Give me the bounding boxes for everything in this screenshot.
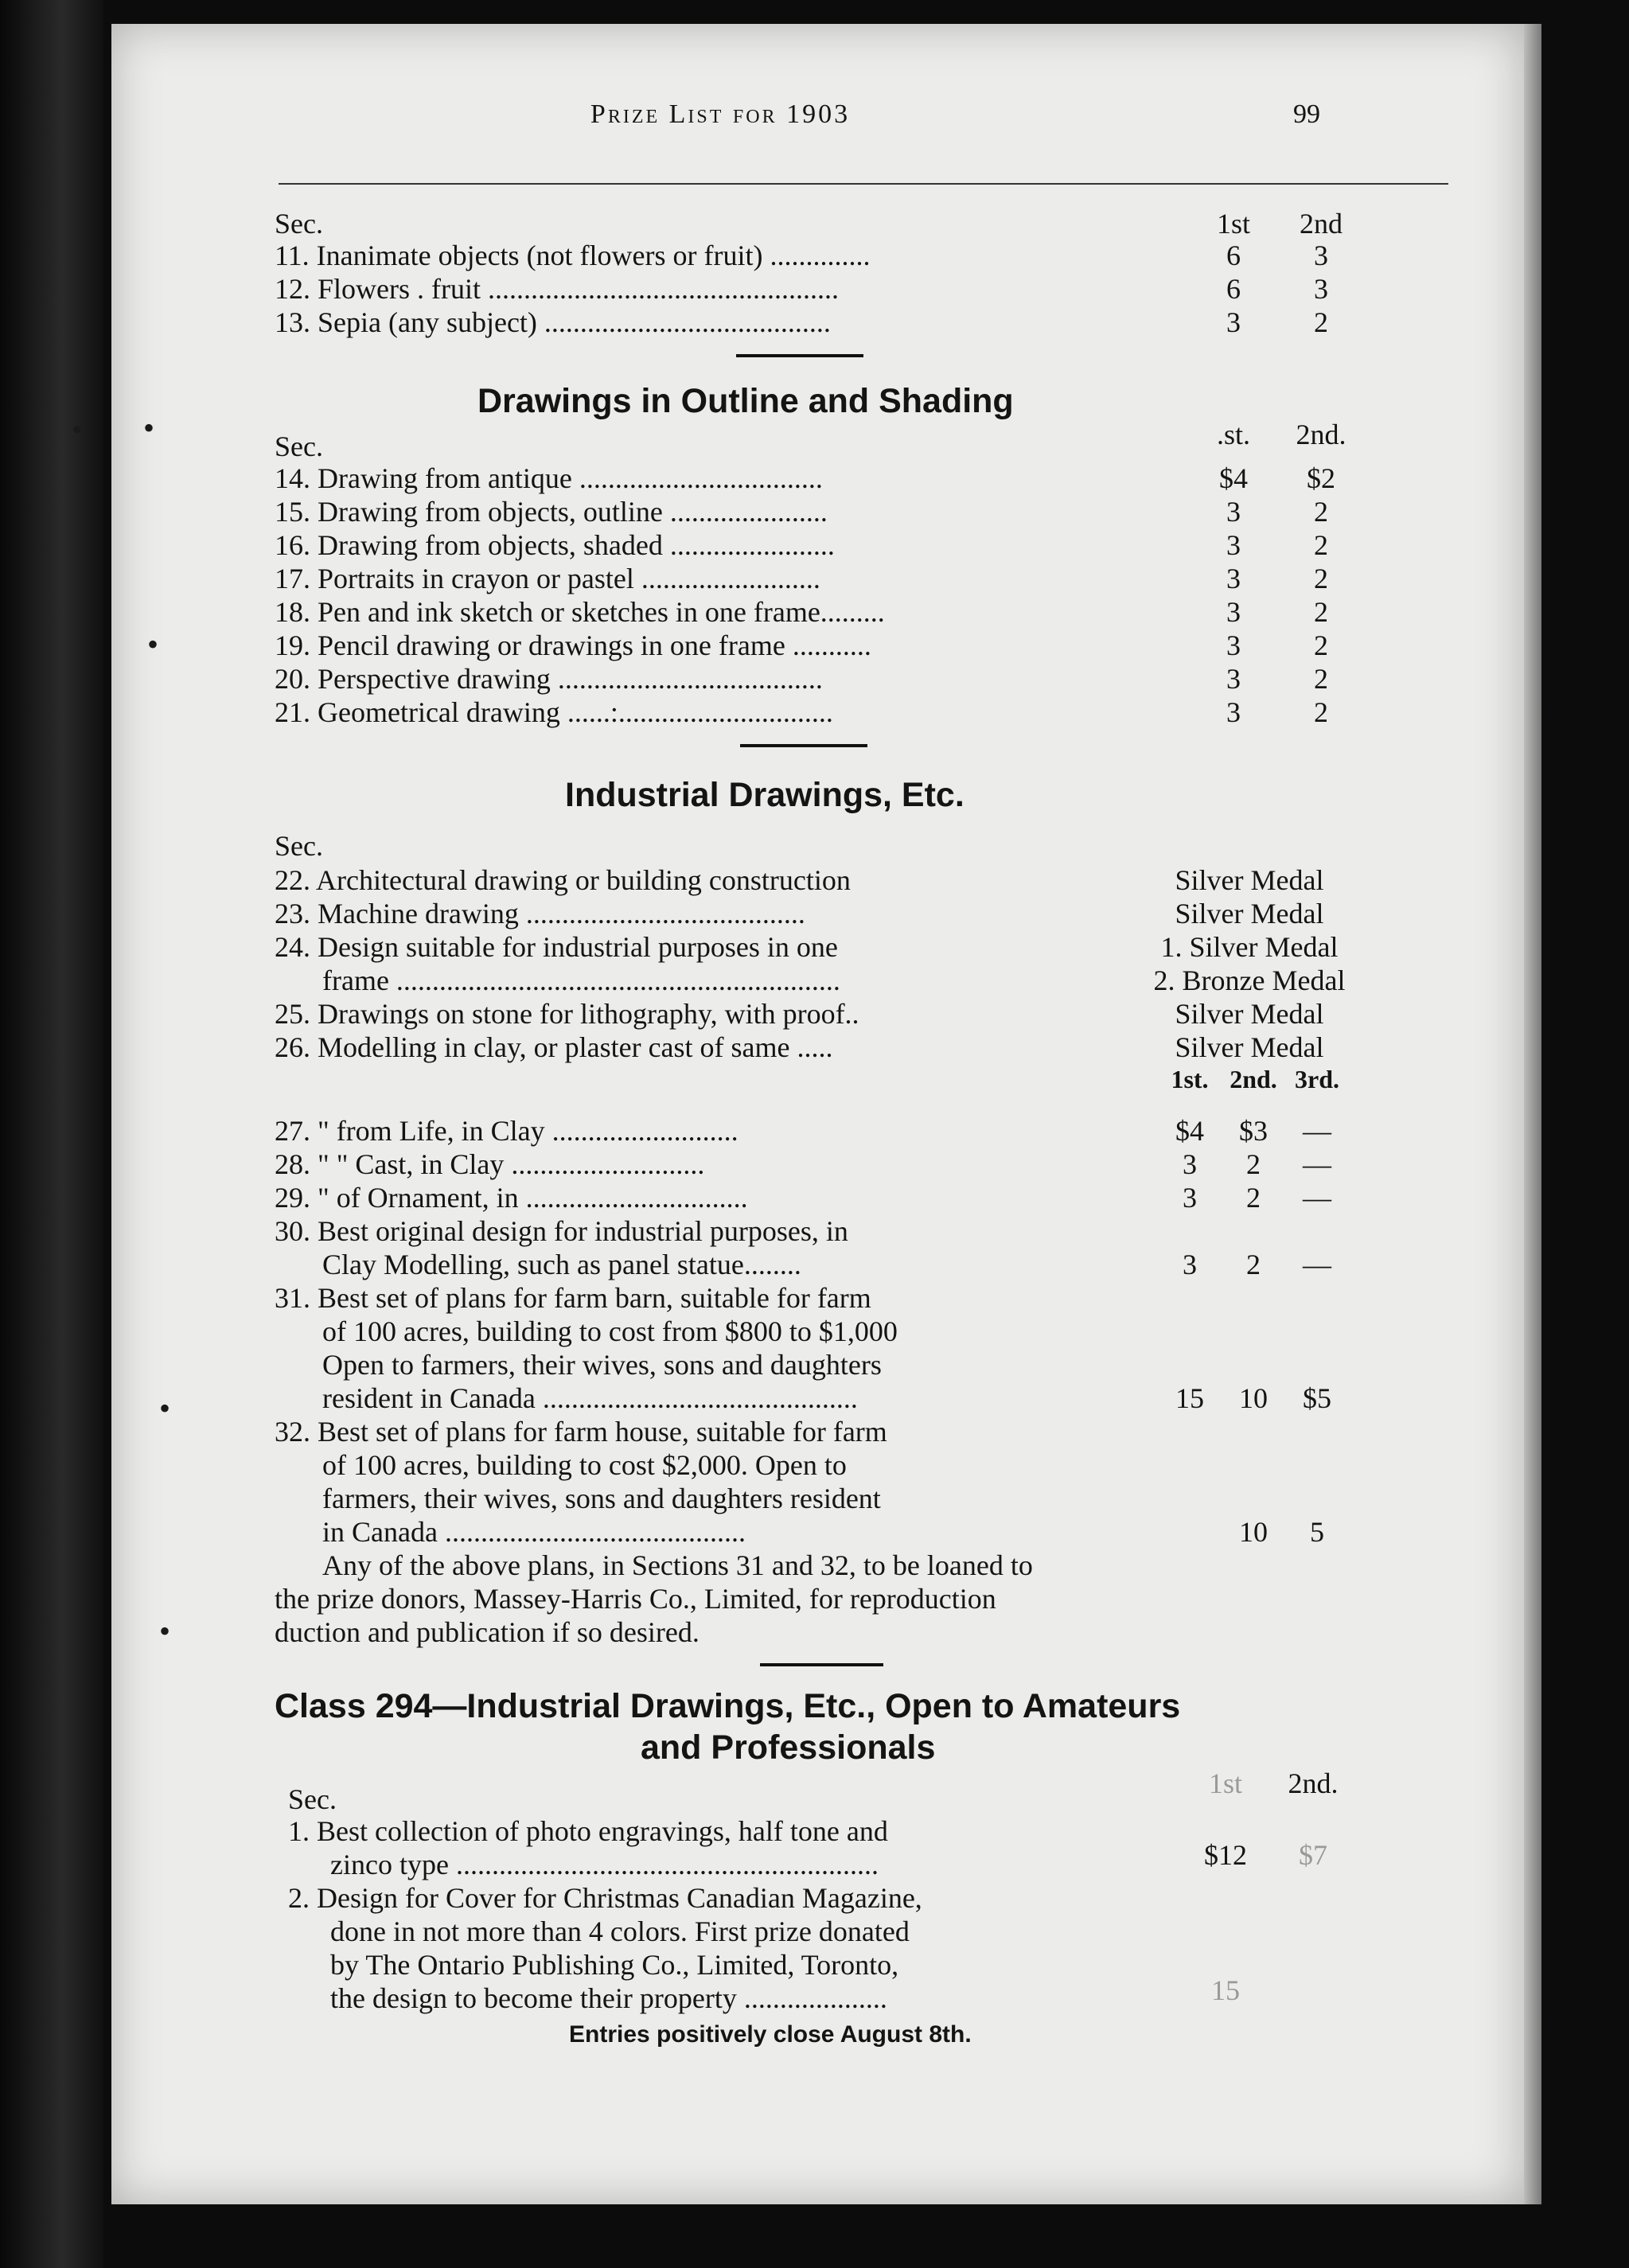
note-line: the prize donors, Massey-Harris Co., Limited, for reproduction — [275, 1583, 996, 1615]
prize-second: 2 — [1246, 1148, 1261, 1180]
prize-third: — — [1303, 1182, 1331, 1214]
prize-second: 2 — [1314, 696, 1328, 728]
facing-page-edge — [0, 0, 103, 2268]
prize-third: — — [1303, 1115, 1331, 1147]
prize-medal: Silver Medal — [1175, 864, 1324, 896]
page-header — [111, 99, 1524, 147]
section-title: Industrial Drawings, Etc. — [565, 776, 965, 814]
prize-first: 15 — [1175, 1382, 1204, 1414]
prize-medal: 2. Bronze Medal — [1153, 964, 1346, 996]
list-item: 1. Best collection of photo engravings, half tone and — [288, 1815, 888, 1847]
list-item-continuation: of 100 acres, building to cost $2,000. Open to — [322, 1449, 847, 1481]
prize-second: 3 — [1314, 240, 1328, 271]
prize-first: 3 — [1226, 696, 1241, 728]
prize-second: 2 — [1314, 529, 1328, 561]
list-item: 27. " from Life, in Clay .......................... — [275, 1115, 739, 1147]
col-third-header: 3rd. — [1295, 1065, 1339, 1093]
note-line: duction and publication if so desired. — [275, 1616, 700, 1648]
section-title: Class 294—Industrial Drawings, Etc., Open to Amateurs — [275, 1687, 1181, 1725]
margin-mark: • — [159, 1613, 171, 1649]
document-page — [111, 24, 1524, 2204]
list-item-continuation: zinco type ........................................................... — [330, 1849, 879, 1880]
col-second-header: 2nd. — [1230, 1065, 1277, 1093]
prize-second: 3 — [1314, 273, 1328, 305]
list-item: 16. Drawing from objects, shaded ....................... — [275, 529, 835, 561]
list-item: 30. Best original design for industrial purposes, in — [275, 1215, 848, 1247]
col-second-header: 2nd. — [1288, 1767, 1339, 1799]
prize-first: $4 — [1219, 462, 1248, 494]
margin-mark: • — [159, 1390, 171, 1426]
sec-label: Sec. — [288, 1783, 337, 1815]
col-first-header: .st. — [1216, 419, 1250, 450]
col-first-header: 1st. — [1171, 1065, 1209, 1093]
list-item-continuation: by The Ontario Publishing Co., Limited, Toronto, — [330, 1949, 899, 1981]
list-item: 15. Drawing from objects, outline ...................... — [275, 496, 828, 528]
prize-second: 10 — [1239, 1516, 1268, 1548]
prize-medal: 1. Silver Medal — [1160, 931, 1339, 963]
margin-mark: • — [147, 626, 159, 662]
margin-mark: • — [72, 411, 84, 447]
list-item-continuation: in Canada .......................................... — [322, 1516, 746, 1548]
prize-third: 5 — [1310, 1516, 1324, 1548]
list-item-continuation: Open to farmers, their wives, sons and daughters — [322, 1349, 882, 1381]
prize-second: 2 — [1314, 563, 1328, 594]
col-second-header: 2nd. — [1296, 419, 1346, 450]
prize-first: 3 — [1183, 1148, 1197, 1180]
section-divider — [736, 354, 863, 357]
list-item: 2. Design for Cover for Christmas Canadian Magazine, — [288, 1882, 922, 1914]
list-item: 28. " " Cast, in Clay ........................... — [275, 1148, 705, 1180]
list-item: 11. Inanimate objects (not flowers or fruit) .............. — [275, 240, 871, 271]
prize-medal: Silver Medal — [1175, 998, 1324, 1030]
prize-first: 3 — [1226, 596, 1241, 628]
prize-second: 2 — [1314, 496, 1328, 528]
list-item: 13. Sepia (any subject) ........................................ — [275, 306, 831, 338]
prize-medal: Silver Medal — [1175, 1031, 1324, 1063]
prize-first: $4 — [1175, 1115, 1204, 1147]
prize-second: $3 — [1239, 1115, 1268, 1147]
prize-second: $2 — [1307, 462, 1335, 494]
list-item-continuation: farmers, their wives, sons and daughters resident — [322, 1483, 881, 1514]
col-second-header: 2nd — [1300, 208, 1343, 240]
prize-first: 6 — [1226, 240, 1241, 271]
list-item: 14. Drawing from antique .................................. — [275, 462, 823, 494]
col-first-header: 1st — [1208, 1767, 1242, 1799]
section-divider — [760, 1663, 883, 1666]
prize-second: 2 — [1314, 629, 1328, 661]
section-divider — [740, 744, 867, 747]
col-first-header: 1st — [1216, 208, 1250, 240]
running-title: Prize List for 1903 — [590, 99, 851, 129]
prize-first: 3 — [1226, 563, 1241, 594]
list-item-continuation: frame .............................................................. — [322, 964, 840, 996]
list-item-continuation: the design to become their property .................... — [330, 1982, 887, 2014]
prize-first: 3 — [1183, 1249, 1197, 1280]
list-item: 23. Machine drawing ....................................... — [275, 898, 805, 929]
list-item: 26. Modelling in clay, or plaster cast of same ..... — [275, 1031, 833, 1063]
header-rule — [279, 183, 1448, 185]
page-edge-shadow — [1524, 24, 1541, 2204]
prize-second: 2 — [1314, 306, 1328, 338]
list-item: 17. Portraits in crayon or pastel ......................... — [275, 563, 820, 594]
prize-first: 15 — [1211, 1974, 1240, 2006]
section-title: Drawings in Outline and Shading — [477, 382, 1014, 420]
margin-mark: • — [143, 410, 155, 446]
list-item: 12. Flowers . fruit ................................................. — [275, 273, 839, 305]
prize-first: 3 — [1183, 1182, 1197, 1214]
prize-first: 3 — [1226, 529, 1241, 561]
list-item: 20. Perspective drawing ..................................... — [275, 663, 823, 695]
sec-label: Sec. — [275, 208, 323, 240]
prize-first: $12 — [1204, 1839, 1247, 1871]
prize-third: — — [1303, 1249, 1331, 1280]
section-subtitle: and Professionals — [641, 1728, 936, 1767]
prize-first: 3 — [1226, 629, 1241, 661]
page-number: 99 — [1293, 99, 1320, 129]
prize-second: 2 — [1314, 663, 1328, 695]
prize-first: 3 — [1226, 663, 1241, 695]
list-item: 21. Geometrical drawing ......:.............................. — [275, 696, 833, 728]
list-item: 19. Pencil drawing or drawings in one frame ........... — [275, 629, 871, 661]
prize-second: 2 — [1246, 1182, 1261, 1214]
list-item-continuation: resident in Canada ............................................ — [322, 1382, 858, 1414]
sec-label: Sec. — [275, 830, 323, 862]
prize-first: 3 — [1226, 306, 1241, 338]
note-line: Any of the above plans, in Sections 31 and 32, to be loaned to — [322, 1549, 1033, 1581]
list-item: 31. Best set of plans for farm barn, suitable for farm — [275, 1282, 871, 1314]
list-item: 32. Best set of plans for farm house, suitable for farm — [275, 1416, 887, 1448]
list-item: 22. Architectural drawing or building construction — [275, 864, 851, 896]
list-item: 24. Design suitable for industrial purposes in one — [275, 931, 838, 963]
list-item: 25. Drawings on stone for lithography, with proof.. — [275, 998, 859, 1030]
closing-notice: Entries positively close August 8th. — [569, 2021, 972, 2048]
prize-medal: Silver Medal — [1175, 898, 1324, 929]
prize-second: 2 — [1314, 596, 1328, 628]
list-item: 18. Pen and ink sketch or sketches in one frame......... — [275, 596, 885, 628]
list-item-continuation: Clay Modelling, such as panel statue........ — [322, 1249, 801, 1280]
prize-second: 10 — [1239, 1382, 1268, 1414]
prize-second: 2 — [1246, 1249, 1261, 1280]
prize-first: 6 — [1226, 273, 1241, 305]
list-item-continuation: done in not more than 4 colors. First prize donated — [330, 1915, 910, 1947]
prize-third: $5 — [1303, 1382, 1331, 1414]
prize-third: — — [1303, 1148, 1331, 1180]
prize-second: $7 — [1299, 1839, 1327, 1871]
sec-label: Sec. — [275, 431, 323, 462]
list-item-continuation: of 100 acres, building to cost from $800 to $1,000 — [322, 1315, 898, 1347]
list-item: 29. " of Ornament, in ............................... — [275, 1182, 748, 1214]
prize-first: 3 — [1226, 496, 1241, 528]
